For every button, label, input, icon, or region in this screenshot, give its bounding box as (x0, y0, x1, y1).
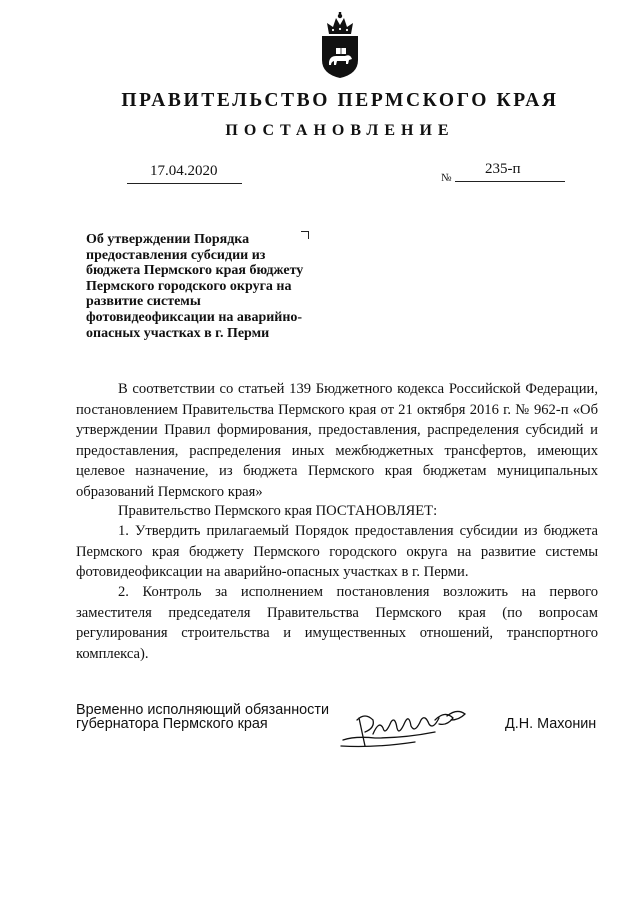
signer-title-line-2: губернатора Пермского края (76, 715, 268, 732)
document-subject: Об утверждении Порядка предоставления субсидии из бюджета Пермского края бюджету Пермского городского округа на развитие системы фотовидеофиксации на аварийно-опасных участках в г. Перми (86, 232, 304, 341)
signer-title (76, 704, 336, 731)
date-underline (127, 183, 242, 184)
number-sign: № (441, 172, 452, 184)
coat-of-arms-icon (318, 12, 362, 78)
number-underline (455, 181, 565, 182)
intro-paragraph: В соответствии со статьей 139 Бюджетного кодекса Российской Федерации, постановлением Правительства Пермского края от 21 октября 2016 г. № 962-п «Об утверждении Правил формирования, предоставления, распределения субсидий и предоставления, распределения иных межбюджетных трансфертов, имеющих целевое назначение, из бюджета Пермского края бюджетам муниципальных образований Пермского края» (76, 381, 598, 500)
resolve-line: Правительство Пермского края ПОСТАНОВЛЯЕТ: (118, 503, 438, 519)
organization-title: ПРАВИТЕЛЬСТВО ПЕРМСКОГО КРАЯ (121, 90, 559, 111)
signer-title-line-1: Временно исполняющий обязанности (76, 702, 330, 718)
resolution-item-1: 1. Утвердить прилагаемый Порядок предоставления субсидии из бюджета Пермского края бюджету Пермского городского округа на развитие системы фотовидеофиксации на аварийно-опасных участках в г. Перми. (76, 523, 598, 580)
signature-icon (335, 698, 475, 754)
resolution-item-2: 2. Контроль за исполнением постановления возложить на первого заместителя председателя Правительства Пермского края (по вопросам регулирования строительства и имущественных отношений, транспортного комплекса). (76, 584, 598, 662)
document-type-title: ПОСТАНОВЛЕНИЕ (225, 122, 455, 139)
signer-name: Д.Н. Махонин (505, 716, 597, 732)
subject-corner-mark (301, 231, 309, 239)
document-date: 17.04.2020 (150, 163, 218, 179)
document-number: 235-п (485, 161, 521, 177)
